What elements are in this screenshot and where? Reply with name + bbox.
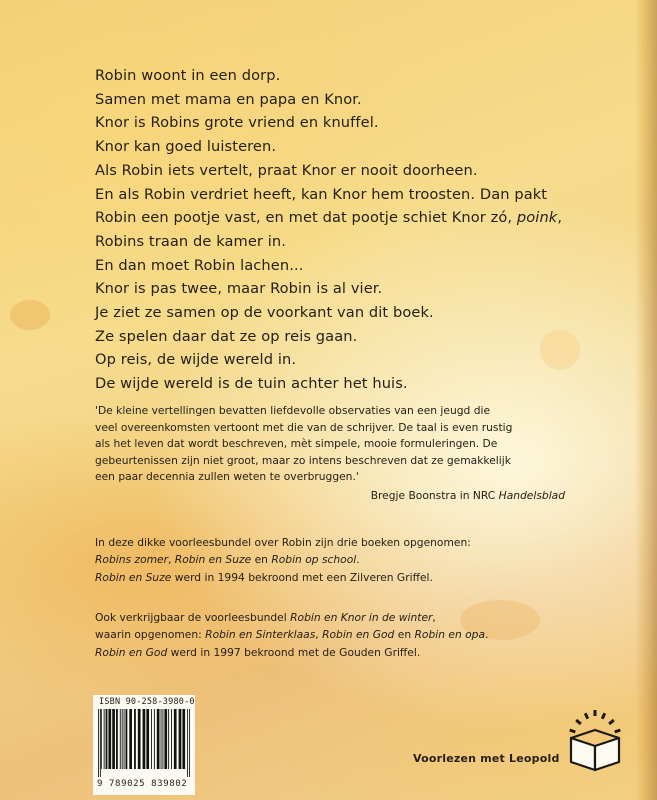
isbn-number: ISBN 90-258-3980-0 [99,697,195,707]
barcode-bar [138,709,141,769]
barcode-bar [146,709,149,769]
barcode-bar [157,709,160,769]
barcode-bar [171,709,172,769]
story-line [95,206,615,230]
story-line-italic: poink [516,209,558,227]
barcode-bar [134,709,136,769]
story-line: Samen met mama en papa en Knor. [95,90,362,108]
barcode-bar [112,709,115,769]
barcode-guard-bar [189,709,190,777]
isbn-barcode-box [93,695,195,795]
info-line [95,609,615,626]
story-line: Ze spelen daar dat ze op reis gaan. [95,327,358,345]
info-line [95,569,615,586]
book-spine-shadow [635,0,657,800]
barcode-bar [106,709,108,769]
review-attribution [95,488,615,505]
barcode-bar [129,709,132,769]
story-line: En als Robin verdriet heeft, kan Knor hem troosten. Dan pakt [95,185,548,203]
info-text: werd in 1994 bekroond met een Zilveren Griffel. [171,570,433,584]
book-title: Robins zomer [95,553,168,567]
separator: en [394,628,415,642]
also-available-info [95,609,615,661]
barcode-bar [154,709,155,769]
review-line: veel overeenkomsten vertoont met die van de schrijver. De taal is even rustig [95,420,513,434]
info-line [95,551,615,568]
book-title: Robin en God [322,628,395,642]
review-quote [95,403,615,505]
book-title: Robin en opa [414,628,486,642]
story-line: Knor kan goed luisteren. [95,138,277,156]
separator: . [485,628,489,642]
attribution-text: Bregje Boonstra in NRC [370,488,499,502]
barcode-bar [143,709,146,769]
story-line: Robin woont in een dorp. [95,67,281,84]
barcode-bar [174,709,177,769]
review-line: als het leven dat wordt beschreven, mèt simpele, mooie formuleringen. De [95,437,498,451]
ean-number: 9 789025 839802 [97,779,188,789]
barcode-bar [104,709,105,769]
separator: , [168,553,175,567]
story-text [95,64,615,396]
barcode-icon [98,709,190,777]
book-title: Robin op school [271,553,357,567]
info-text: Ook verkrijgbaar de voorleesbundel [95,611,291,624]
story-line: De wijde wereld is de tuin achter het huis. [95,375,408,393]
barcode-bar [120,709,121,769]
barcode-bar [124,709,125,769]
info-text: waarin opgenomen: [95,628,206,642]
book-title: Robin en Sinterklaas [205,628,316,642]
paint-blot [10,300,50,330]
separator: en [251,553,272,567]
barcode-bar [162,709,163,769]
story-line: Op reis, de wijde wereld in. [95,351,297,369]
separator: , [315,628,323,642]
story-line: Als Robin iets vertelt, praat Knor er nooit doorheen. [95,161,478,179]
info-line: In deze dikke voorleesbundel over Robin zijn drie boeken opgenomen: [95,536,471,549]
barcode-bar [101,709,102,769]
separator: , [432,611,436,624]
story-line-text: Robin een pootje vast, en met dat pootje schiet Knor zó, [95,209,517,227]
separator: . [356,553,360,567]
publisher-name: Voorlezen met Leopold [413,752,560,765]
book-title: Robin en Suze [95,570,172,584]
attribution-newspaper: Handelsblad [498,488,565,502]
book-title: Robin en God [95,645,168,659]
barcode-bar [179,709,182,769]
barcode-bar [161,709,162,769]
story-line: Knor is Robins grote vriend en knuffel. [95,114,379,132]
story-line: Knor is pas twee, maar Robin is al vier. [95,280,383,298]
barcode-bar [116,709,118,769]
review-line: een paar decennia zullen weten te overbruggen.' [95,470,359,484]
book-title: Robin en Suze [174,553,252,567]
barcode-guard-bar [98,709,99,777]
book-title: Robin en Knor in de winter [290,611,433,624]
bundle-info [95,534,615,586]
review-line: 'De kleine vertellingen bevatten liefdevolle observaties van een jeugd die [95,404,491,417]
barcode-bar [151,709,152,769]
barcode-bar [182,709,185,769]
story-line: Robins traan de kamer in. [95,232,287,250]
story-line-text: , [557,209,563,227]
barcode-bar [126,709,128,769]
story-line: Je ziet ze samen op de voorkant van dit boek. [95,304,434,322]
story-line: En dan moet Robin lachen... [95,256,304,274]
barcode-guard-bar [100,709,101,777]
barcode-bar [122,709,123,769]
barcode-guard-bar [187,709,188,777]
info-text: werd in 1997 bekroond met de Gouden Griffel. [167,645,421,659]
review-line: gebeurtenissen zijn niet groot, maar zo intens beschreven dat ze gemakkelijk [95,453,511,467]
barcode-bar [108,709,111,769]
open-book-icon [565,704,627,774]
barcode-bar [168,709,169,769]
info-line [95,644,615,661]
barcode-bar [164,709,167,769]
info-line [95,626,615,643]
